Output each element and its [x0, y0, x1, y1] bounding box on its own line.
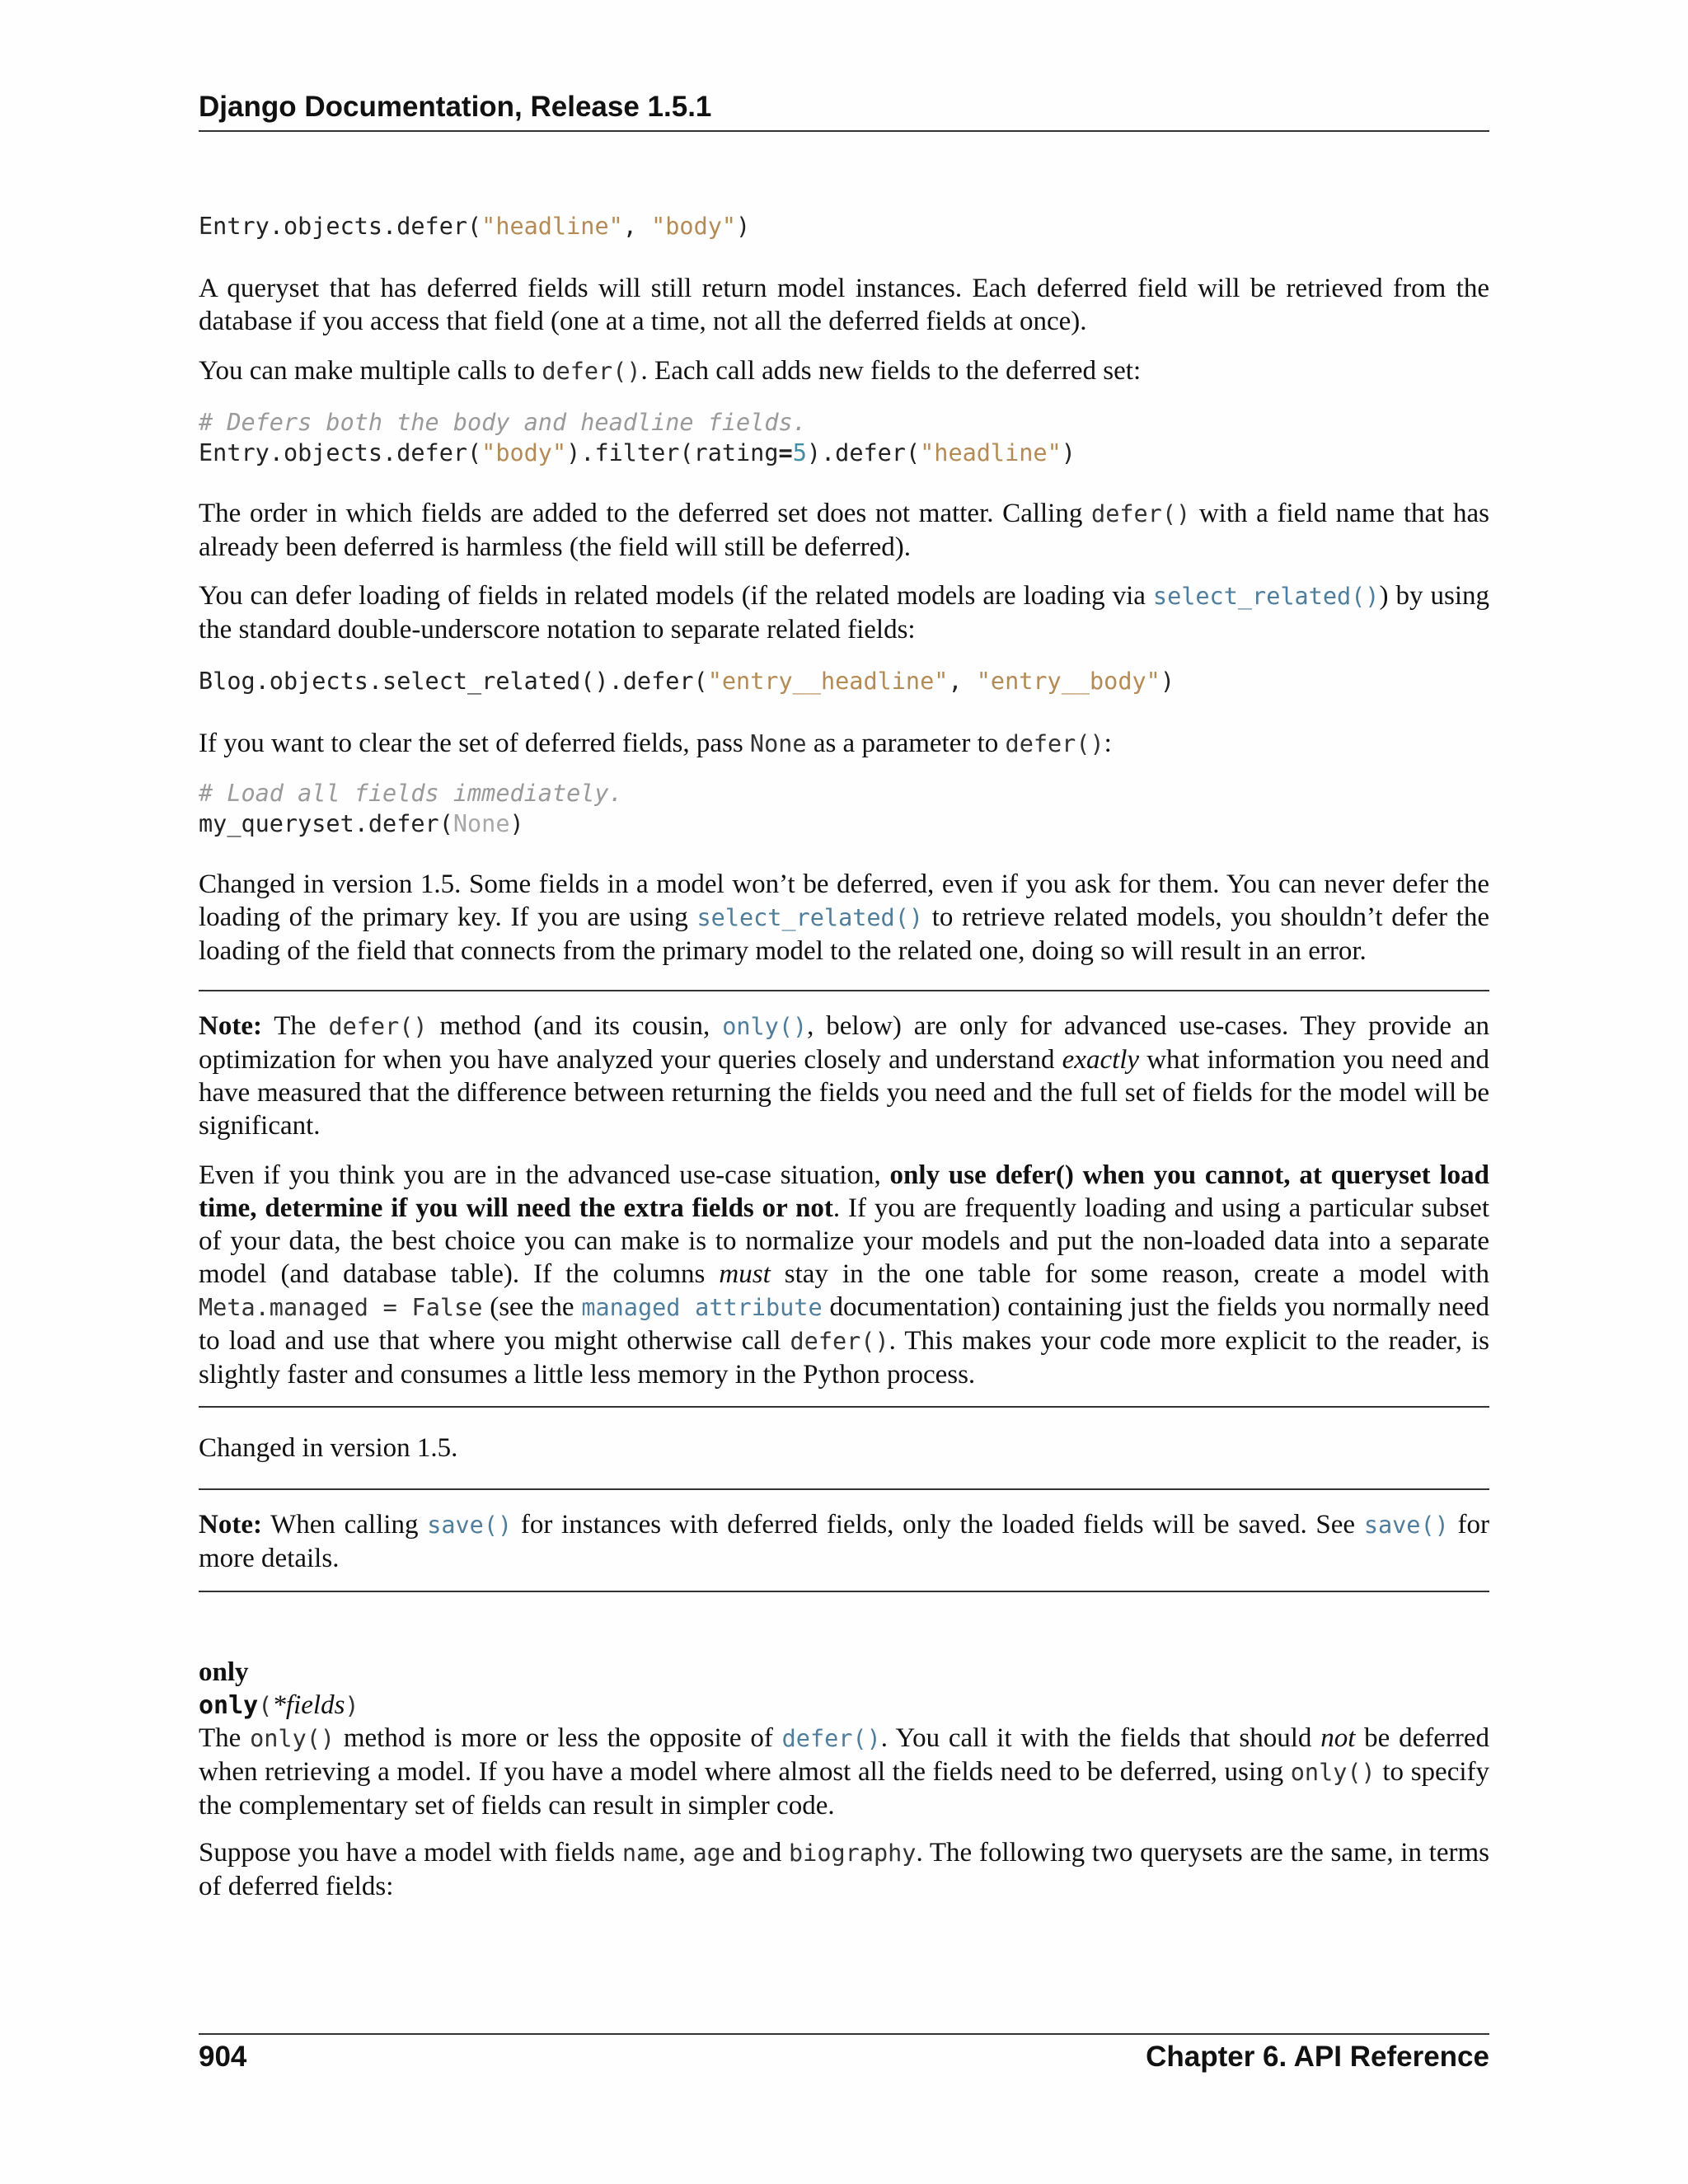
- paragraph-order: The order in which fields are added to the deferred set does not matter. Calling defer() with a field name that has already been deferred is harmless (the field will still be deferred).: [199, 499, 1489, 562]
- note-save-deferred: Note: When calling save() for instances with deferred fields, only the loaded fields will be saved. See save() for more details.: [199, 1510, 1489, 1573]
- select-related-link[interactable]: select_related(): [1152, 583, 1380, 610]
- note2-label: Note:: [199, 1510, 262, 1540]
- header-rule: [199, 130, 1489, 132]
- only-heading: only: [199, 1657, 249, 1687]
- note2-rule-top: [199, 1488, 1489, 1490]
- note-label: Note:: [199, 1011, 262, 1041]
- changed-version-label: Changed in version 1.5.: [199, 1433, 458, 1463]
- code-block-related-defer: Blog.objects.select_related().defer("entry__headline", "entry__body"): [199, 668, 1175, 695]
- paragraph-changed-1-5: Changed in version 1.5. Some fields in a model won’t be deferred, even if you ask for them. You can never defer the loading of the primary key. If you are using select_related() to retrieve related models, you shouldn’t defer the loading of the field that connects from the primary model to the related one, doing so will result in an error.: [199, 869, 1489, 966]
- paragraph-deferred-instances: A queryset that has deferred fields will still return model instances. Each deferred field will be retrieved from the database if you access that field (one at a time, not all the deferred fields at once).: [199, 274, 1489, 336]
- save-link-2[interactable]: save(): [1363, 1511, 1449, 1539]
- running-footer: [199, 2041, 1489, 2074]
- paragraph-multiple-calls: You can make multiple calls to defer(). Each call adds new fields to the deferred set:: [199, 356, 1142, 386]
- footer-rule: [199, 2033, 1489, 2035]
- note2-rule-bottom: [199, 1591, 1489, 1592]
- paragraph-related-models: You can defer loading of fields in related models (if the related models are loading via select_related()) by using the standard double-underscore notation to separate related fields:: [199, 581, 1489, 644]
- managed-attribute-link[interactable]: managed attribute: [581, 1294, 823, 1321]
- paragraph-only-description: The only() method is more or less the opposite of defer(). You call it with the fields that should not be deferred when retrieving a model. If you have a model where almost all the fields need to be deferred, using only() to specify the complementary set of fields can result in simpler code.: [199, 1723, 1490, 1821]
- select-related-link-2[interactable]: select_related(): [696, 904, 924, 931]
- defer-link[interactable]: defer(): [781, 1725, 881, 1752]
- code-block-chained-defer: # Defers both the body and headline fields. Entry.objects.defer("body").filter(rating=5).defer("headline"): [199, 409, 1076, 466]
- only-signature: only(*fields): [199, 1690, 359, 1720]
- note-rule-bottom: [199, 1406, 1489, 1408]
- paragraph-only-example: Suppose you have a model with fields name, age and biography. The following two querysets are the same, in terms of deferred fields:: [199, 1838, 1490, 1901]
- code-block-defer-basic: Entry.objects.defer("headline", "body"): [199, 213, 751, 240]
- code-block-defer-none: # Load all fields immediately. my_queryset.defer(None): [199, 780, 623, 837]
- note-advanced-use: Note: The defer() method (and its cousin, only(), below) are only for advanced use-cases. They provide an optimization for when you have analyzed your queries closely and understand exactly what information you need and have measured that the difference between returning the fields you need and the full set of fields for the model will be significant. Even if you think you are in the advanced use-case situation, only use defer() when you cannot, at queryset load time, determine if you will need the extra fields or not. If you are frequently loading and using a particular subset of your data, the best choice you can make is to normalize your models and put the non-loaded data into a separate model (and database table). If the columns must stay in the one table for some reason, create a model with Meta.managed = False (see the managed attribute documentation) containing just the fields you normally need to load and use that where you might otherwise call defer(). This makes your code more explicit to the reader, is slightly faster and consumes a little less memory in the Python process.: [199, 1011, 1490, 1390]
- only-link[interactable]: only(): [722, 1013, 808, 1040]
- chapter-title: Chapter 6. API Reference: [1146, 2041, 1489, 2073]
- page-number: 904: [199, 2041, 247, 2073]
- save-link-1[interactable]: save(): [427, 1511, 513, 1539]
- paragraph-clear-deferred: If you want to clear the set of deferred fields, pass None as a parameter to defer():: [199, 729, 1112, 758]
- running-header: Django Documentation, Release 1.5.1: [199, 91, 712, 123]
- note-rule-top: [199, 990, 1489, 991]
